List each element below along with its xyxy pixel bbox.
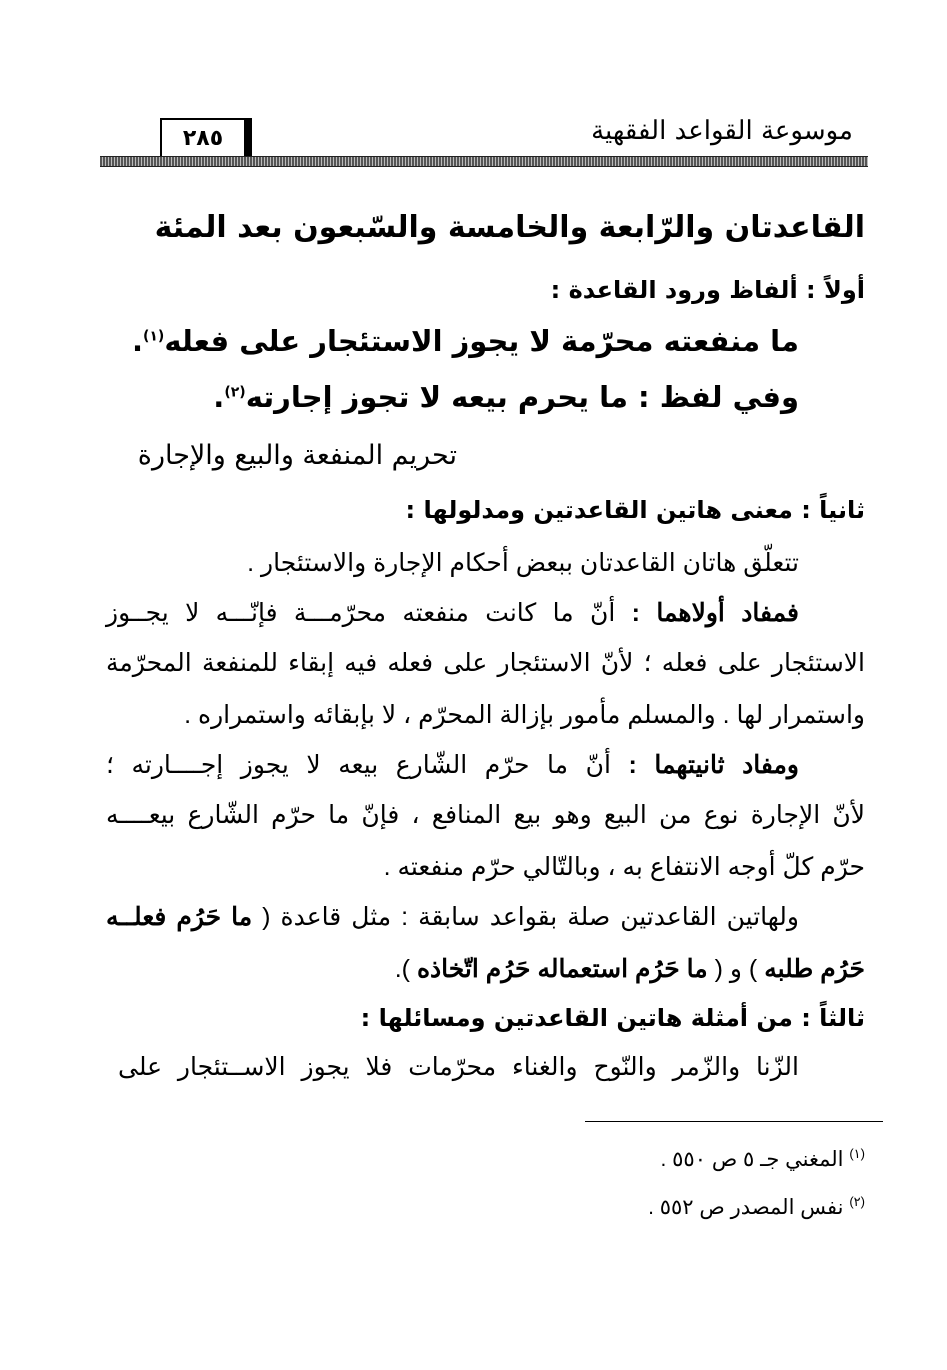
page-number: ٢٨٥ (160, 118, 252, 158)
rule-text: ما منفعته محرّمة لا يجوز الاستئجار على فعله (164, 324, 799, 358)
line-text: أنّ ما كانت منفعته محرّمـــة فإنّـــه لا يجــوز (106, 599, 616, 627)
quoted-rule: ما حَرُم فعلــه (106, 903, 253, 931)
paragraph-line (106, 598, 799, 628)
quoted-rule: ما حَرُم استعماله حَرُم اتّخاذه (416, 955, 708, 983)
paragraph-line: واستمرار لها . والمسلم مأمور بإزالة المحرّم ، لا بإبقائه واستمراره . (184, 701, 865, 729)
line-text: ) و ( (714, 955, 758, 983)
section-heading-1: أولاً : ألفاظ ورود القاعدة : (550, 276, 865, 304)
paragraph-line: حرّم كلّ أوجه الانتفاع به ، وبالتّالي حرّم منفعته . (383, 853, 865, 881)
footnote-ref[interactable]: (١) (142, 328, 165, 345)
section-heading-2: ثانياً : معنى هاتين القاعدتين ومدلولها : (405, 496, 865, 524)
footnote-2 (648, 1194, 865, 1220)
period: . (213, 380, 225, 414)
quoted-rule: حَرُم طلبه (764, 955, 865, 983)
period: . (131, 324, 143, 358)
footnote-number: (١) (849, 1146, 865, 1161)
rule-text: وفي لفظ : ما يحرم بيعه لا تجوز إجارته (245, 380, 799, 414)
footnote-separator (585, 1121, 883, 1122)
paragraph-line (106, 750, 799, 780)
rule-statement-2 (106, 380, 799, 414)
keywords-line: تحريم المنفعة والبيع والإجارة (137, 440, 457, 471)
paragraph-line (106, 902, 799, 932)
footnote-ref[interactable]: (٢) (224, 384, 246, 401)
lead-in: فمفاد أولاهما : (631, 599, 799, 627)
paragraph-line: لأنّ الإجارة نوع من البيع وهو بيع المنافع ، فإنّ ما حرّم الشّارع بيعــــه (106, 801, 865, 829)
header-rule (100, 156, 868, 167)
footnote-text: نفس المصدر ص ٥٥٢ . (648, 1196, 844, 1219)
rule-statement-1 (106, 324, 799, 358)
section-heading-3: ثالثاً : من أمثلة هاتين القاعدتين ومسائلها : (360, 1004, 865, 1032)
line-text: أنّ ما حرّم الشّارع بيعه لا يجوز إجــــارته ؛ (106, 751, 611, 779)
footnote-number: (٢) (849, 1194, 865, 1209)
paragraph-line: تتعلّق هاتان القاعدتان ببعض أحكام الإجارة والاستئجار . (247, 549, 799, 577)
paragraph-line (106, 954, 865, 984)
book-title: موسوعة القواعد الفقهية (591, 116, 853, 146)
footnote-1 (660, 1146, 865, 1172)
paragraph-line: الاستئجار على فعله ؛ لأنّ الاستئجار على فعله فيه إبقاء للمنفعة المحرّمة (106, 649, 865, 677)
line-text: ). (394, 955, 410, 983)
lead-in: ومفاد ثانيتهما : (628, 751, 799, 779)
line-text: ولهاتين القاعدتين صلة بقواعد سابقة : مثل قاعدة ( (262, 903, 799, 931)
chapter-title: القاعدتان والرّابعة والخامسة والسّبعون بعد المئة (154, 210, 865, 245)
paragraph-line: الزّنا والزّمر والنّوح والغناء محرّمات فلا يجوز الاســتئجار على (118, 1053, 799, 1081)
footnote-text: المغني جـ ٥ ص ٥٥٠ . (660, 1148, 844, 1171)
